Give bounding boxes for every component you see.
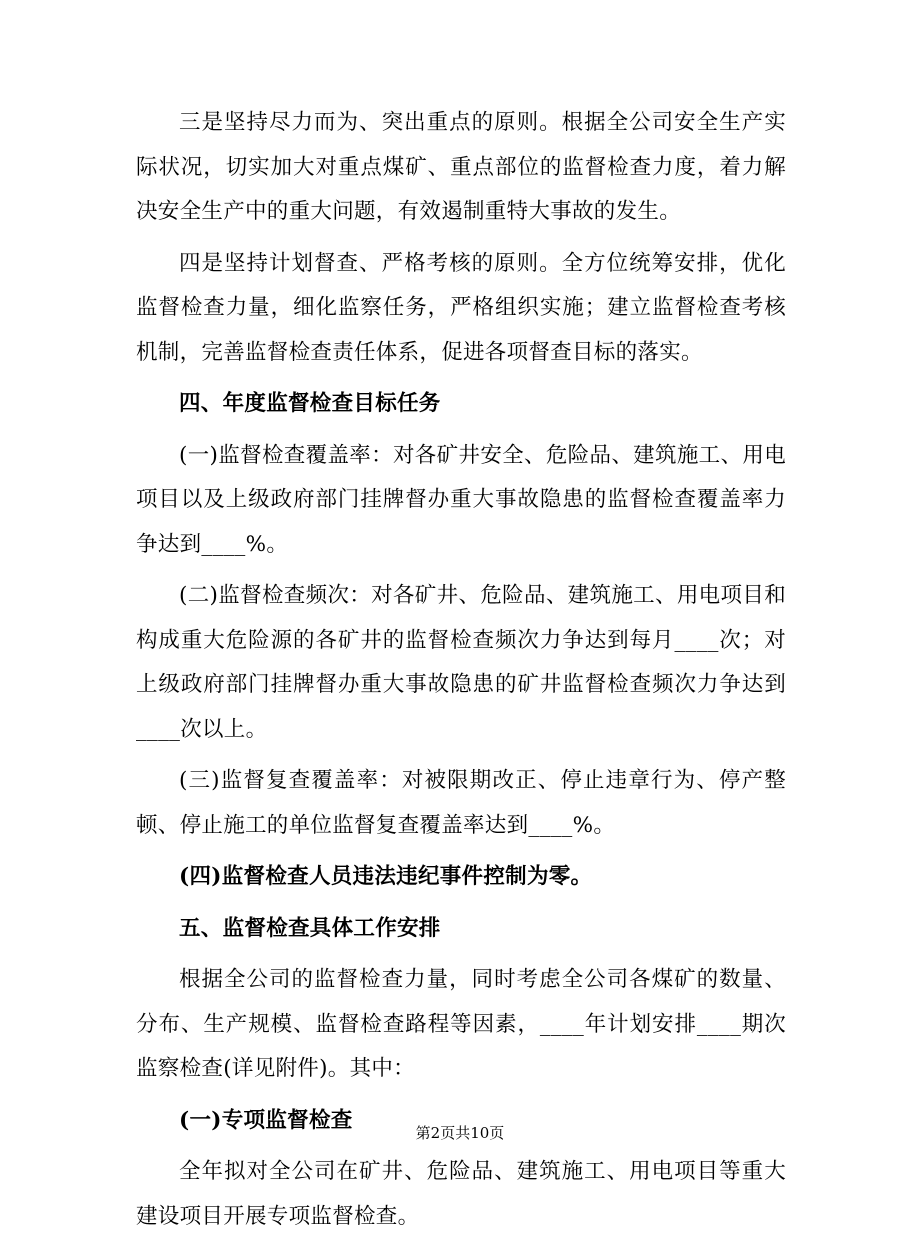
paragraph-principle-4: 四是坚持计划督查、严格考核的原则。全方位统筹安排，优化监督检查力量，细化监察任务，严格组织实施；建立监督检查考核机制，完善监督检查责任体系，促进各项督查目标的落实。 (136, 250, 786, 365)
subheading-special-inspection: (一)专项监督检查 (179, 1107, 353, 1133)
paragraph-zero-violations: (四)监督检查人员违法违纪事件控制为零。 (179, 864, 593, 889)
section-heading-5: 五、监督检查具体工作安排 (179, 915, 441, 941)
paragraph-coverage-rate: (一)监督检查覆盖率：对各矿井安全、危险品、建筑施工、用电项目以及上级政府部门挂牌督办重大事故隐患的监督检查覆盖率力争达到____%。 (136, 442, 786, 557)
paragraph-work-arrangement: 根据全公司的监督检查力量，同时考虑全公司各煤矿的数量、分布、生产规模、监督检查路程等因素，____年计划安排____期次监察检查(详见附件)。其中： (136, 967, 786, 1081)
paragraph-review-coverage: (三)监督复查覆盖率：对被限期改正、停止违章行为、停产整顿、停止施工的单位监督复查覆盖率达到____%。 (136, 768, 786, 838)
page-number-footer: 第2页共10页 (415, 1124, 505, 1142)
paragraph-special-inspection: 全年拟对全公司在矿井、危险品、建筑施工、用电项目等重大建设项目开展专项监督检查。 (136, 1159, 786, 1229)
paragraph-inspection-frequency: (二)监督检查频次：对各矿井、危险品、建筑施工、用电项目和构成重大危险源的各矿井的监督检查频次力争达到每月____次；对上级政府部门挂牌督办重大事故隐患的矿井监督检查频次力争达到____次以上。 (136, 583, 786, 742)
document-body (136, 101, 786, 1246)
section-heading-4: 四、年度监督检查目标任务 (179, 391, 441, 416)
paragraph-principle-3: 三是坚持尽力而为、突出重点的原则。根据全公司安全生产实际状况，切实加大对重点煤矿、重点部位的监督检查力度，着力解决安全生产中的重大问题，有效遏制重特大事故的发生。 (136, 110, 786, 224)
